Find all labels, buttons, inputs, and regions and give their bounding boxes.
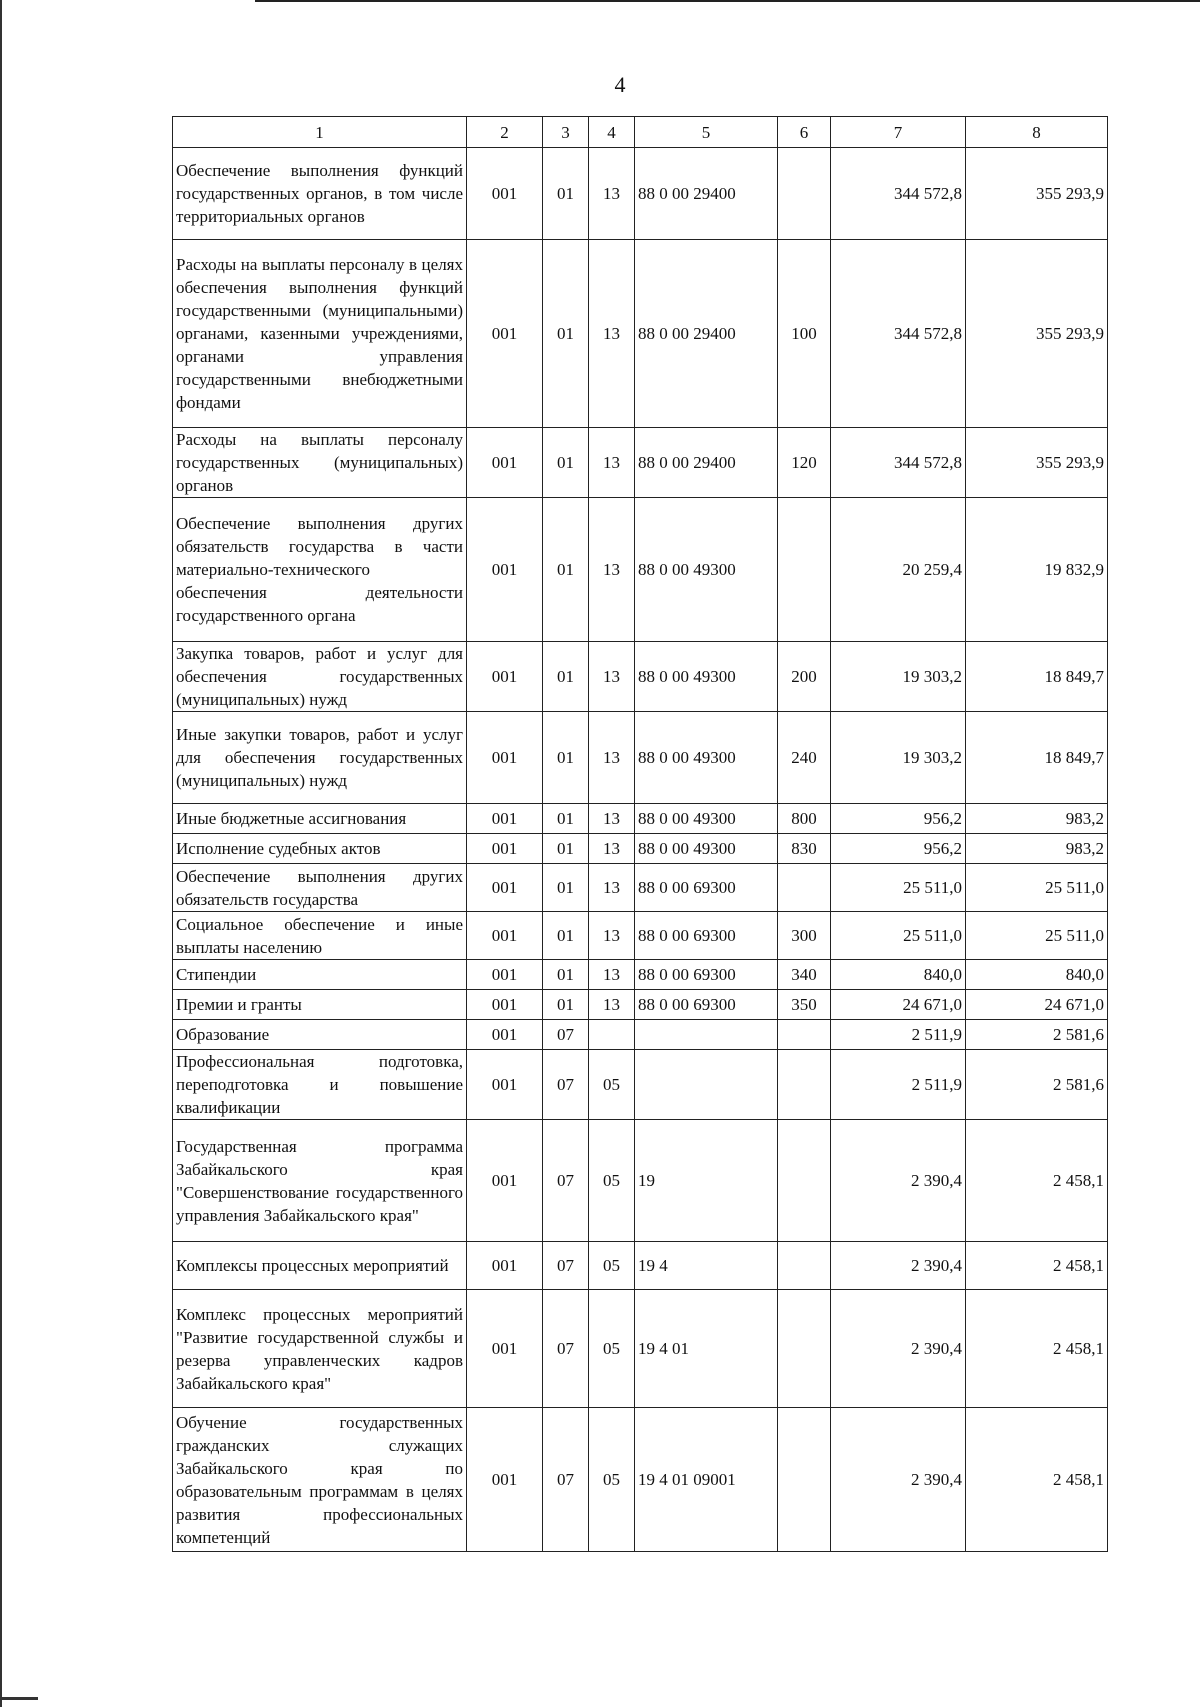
table-row — [173, 990, 1108, 1020]
section-code-cell: 01 — [543, 990, 589, 1020]
row-name-cell: Исполнение судебных актов — [173, 834, 467, 864]
subsection-code-cell: 05 — [589, 1408, 635, 1552]
admin-code-cell: 001 — [467, 834, 543, 864]
target-article-cell: 88 0 00 29400 — [635, 240, 778, 428]
page-number: 4 — [614, 72, 626, 97]
target-article-cell: 88 0 00 69300 — [635, 960, 778, 990]
column-header: 4 — [589, 117, 635, 148]
table-row — [173, 834, 1108, 864]
amount-year2-cell: 355 293,9 — [966, 240, 1108, 428]
amount-year1-cell: 2 390,4 — [831, 1290, 966, 1408]
subsection-code-cell: 13 — [589, 240, 635, 428]
budget-table — [172, 116, 1108, 1552]
section-code-cell: 01 — [543, 498, 589, 642]
column-header: 8 — [966, 117, 1108, 148]
subsection-code-cell — [589, 1020, 635, 1050]
expense-type-cell — [778, 864, 831, 912]
admin-code-cell: 001 — [467, 498, 543, 642]
expense-type-cell: 800 — [778, 804, 831, 834]
amount-year2-cell: 355 293,9 — [966, 148, 1108, 240]
admin-code-cell: 001 — [467, 804, 543, 834]
scan-left-edge — [0, 0, 2, 1707]
amount-year2-cell: 18 849,7 — [966, 642, 1108, 712]
amount-year2-cell: 24 671,0 — [966, 990, 1108, 1020]
expense-type-cell: 240 — [778, 712, 831, 804]
row-name-cell: Государственная программа Забайкальского края "Совершенствование государственного управления Забайкальского края" — [173, 1120, 467, 1242]
section-code-cell: 01 — [543, 240, 589, 428]
amount-year1-cell: 2 390,4 — [831, 1242, 966, 1290]
amount-year1-cell: 840,0 — [831, 960, 966, 990]
table-row — [173, 240, 1108, 428]
subsection-code-cell: 13 — [589, 960, 635, 990]
target-article-cell: 88 0 00 69300 — [635, 864, 778, 912]
amount-year2-cell: 355 293,9 — [966, 428, 1108, 498]
amount-year1-cell: 956,2 — [831, 834, 966, 864]
column-header: 6 — [778, 117, 831, 148]
row-name-cell: Закупка товаров, работ и услуг для обеспечения государственных (муниципальных) нужд — [173, 642, 467, 712]
section-code-cell: 01 — [543, 148, 589, 240]
admin-code-cell: 001 — [467, 960, 543, 990]
top-rule — [255, 0, 1200, 2]
amount-year2-cell: 2 458,1 — [966, 1120, 1108, 1242]
target-article-cell: 88 0 00 29400 — [635, 428, 778, 498]
amount-year2-cell: 840,0 — [966, 960, 1108, 990]
table-row — [173, 428, 1108, 498]
section-code-cell: 07 — [543, 1242, 589, 1290]
amount-year2-cell: 2 581,6 — [966, 1020, 1108, 1050]
target-article-cell: 88 0 00 49300 — [635, 642, 778, 712]
expense-type-cell — [778, 148, 831, 240]
amount-year1-cell: 24 671,0 — [831, 990, 966, 1020]
amount-year2-cell: 25 511,0 — [966, 864, 1108, 912]
row-name-cell: Профессиональная подготовка, переподготовка и повышение квалификации — [173, 1050, 467, 1120]
amount-year2-cell: 2 458,1 — [966, 1408, 1108, 1552]
table-row — [173, 1020, 1108, 1050]
amount-year1-cell: 344 572,8 — [831, 240, 966, 428]
target-article-cell: 88 0 00 29400 — [635, 148, 778, 240]
amount-year1-cell: 25 511,0 — [831, 912, 966, 960]
admin-code-cell: 001 — [467, 1408, 543, 1552]
expense-type-cell — [778, 1020, 831, 1050]
table-row — [173, 498, 1108, 642]
amount-year2-cell: 2 581,6 — [966, 1050, 1108, 1120]
row-name-cell: Обучение государственных гражданских служащих Забайкальского края по образовательным программам в целях развития профессиональных компетенций — [173, 1408, 467, 1552]
target-article-cell: 88 0 00 49300 — [635, 498, 778, 642]
subsection-code-cell: 13 — [589, 498, 635, 642]
target-article-cell — [635, 1020, 778, 1050]
row-name-cell: Расходы на выплаты персоналу государственных (муниципальных) органов — [173, 428, 467, 498]
table-row — [173, 864, 1108, 912]
table-row — [173, 1408, 1108, 1552]
target-article-cell — [635, 1050, 778, 1120]
column-header: 2 — [467, 117, 543, 148]
row-name-cell: Иные закупки товаров, работ и услуг для обеспечения государственных (муниципальных) нужд — [173, 712, 467, 804]
table-row — [173, 960, 1108, 990]
table-row — [173, 712, 1108, 804]
target-article-cell: 88 0 00 69300 — [635, 990, 778, 1020]
column-header: 7 — [831, 117, 966, 148]
expense-type-cell — [778, 1242, 831, 1290]
admin-code-cell: 001 — [467, 642, 543, 712]
section-code-cell: 01 — [543, 834, 589, 864]
table-row — [173, 148, 1108, 240]
expense-type-cell — [778, 1408, 831, 1552]
subsection-code-cell: 05 — [589, 1050, 635, 1120]
column-header: 3 — [543, 117, 589, 148]
amount-year1-cell: 956,2 — [831, 804, 966, 834]
expense-type-cell — [778, 498, 831, 642]
subsection-code-cell: 13 — [589, 148, 635, 240]
subsection-code-cell: 13 — [589, 804, 635, 834]
amount-year1-cell: 25 511,0 — [831, 864, 966, 912]
section-code-cell: 01 — [543, 804, 589, 834]
section-code-cell: 01 — [543, 960, 589, 990]
target-article-cell: 19 4 01 09001 — [635, 1408, 778, 1552]
subsection-code-cell: 13 — [589, 428, 635, 498]
section-code-cell: 07 — [543, 1050, 589, 1120]
amount-year2-cell: 2 458,1 — [966, 1242, 1108, 1290]
row-name-cell: Социальное обеспечение и иные выплаты населению — [173, 912, 467, 960]
admin-code-cell: 001 — [467, 1290, 543, 1408]
amount-year2-cell: 25 511,0 — [966, 912, 1108, 960]
expense-type-cell: 340 — [778, 960, 831, 990]
expense-type-cell — [778, 1050, 831, 1120]
subsection-code-cell: 13 — [589, 912, 635, 960]
expense-type-cell: 300 — [778, 912, 831, 960]
scan-bottom-mark — [0, 1697, 38, 1700]
amount-year1-cell: 2 511,9 — [831, 1050, 966, 1120]
admin-code-cell: 001 — [467, 148, 543, 240]
section-code-cell: 07 — [543, 1020, 589, 1050]
section-code-cell: 07 — [543, 1290, 589, 1408]
table-row — [173, 1290, 1108, 1408]
section-code-cell: 01 — [543, 428, 589, 498]
subsection-code-cell: 13 — [589, 712, 635, 804]
admin-code-cell: 001 — [467, 712, 543, 804]
expense-type-cell: 200 — [778, 642, 831, 712]
amount-year1-cell: 19 303,2 — [831, 642, 966, 712]
subsection-code-cell: 05 — [589, 1242, 635, 1290]
subsection-code-cell: 13 — [589, 642, 635, 712]
admin-code-cell: 001 — [467, 428, 543, 498]
admin-code-cell: 001 — [467, 1050, 543, 1120]
row-name-cell: Обеспечение выполнения других обязательств государства в части материально-технического обеспечения деятельности государственного органа — [173, 498, 467, 642]
subsection-code-cell: 05 — [589, 1120, 635, 1242]
target-article-cell: 88 0 00 69300 — [635, 912, 778, 960]
amount-year1-cell: 20 259,4 — [831, 498, 966, 642]
table-row — [173, 1242, 1108, 1290]
table-row — [173, 642, 1108, 712]
table-header-row — [173, 117, 1108, 148]
table-row — [173, 804, 1108, 834]
section-code-cell: 07 — [543, 1408, 589, 1552]
amount-year1-cell: 2 390,4 — [831, 1120, 966, 1242]
expense-type-cell — [778, 1290, 831, 1408]
column-header: 5 — [635, 117, 778, 148]
row-name-cell: Комплекс процессных мероприятий "Развитие государственной службы и резерва управленческих кадров Забайкальского края" — [173, 1290, 467, 1408]
amount-year2-cell: 19 832,9 — [966, 498, 1108, 642]
amount-year2-cell: 2 458,1 — [966, 1290, 1108, 1408]
target-article-cell: 88 0 00 49300 — [635, 834, 778, 864]
expense-type-cell — [778, 1120, 831, 1242]
admin-code-cell: 001 — [467, 1120, 543, 1242]
table-row — [173, 912, 1108, 960]
target-article-cell: 88 0 00 49300 — [635, 804, 778, 834]
section-code-cell: 07 — [543, 1120, 589, 1242]
amount-year2-cell: 983,2 — [966, 834, 1108, 864]
expense-type-cell: 350 — [778, 990, 831, 1020]
amount-year1-cell: 344 572,8 — [831, 428, 966, 498]
subsection-code-cell: 05 — [589, 1290, 635, 1408]
row-name-cell: Премии и гранты — [173, 990, 467, 1020]
column-header: 1 — [173, 117, 467, 148]
amount-year1-cell: 2 390,4 — [831, 1408, 966, 1552]
target-article-cell: 19 4 — [635, 1242, 778, 1290]
admin-code-cell: 001 — [467, 240, 543, 428]
admin-code-cell: 001 — [467, 990, 543, 1020]
amount-year1-cell: 2 511,9 — [831, 1020, 966, 1050]
row-name-cell: Комплексы процессных мероприятий — [173, 1242, 467, 1290]
admin-code-cell: 001 — [467, 912, 543, 960]
amount-year2-cell: 983,2 — [966, 804, 1108, 834]
table-body — [173, 148, 1108, 1552]
expense-type-cell: 100 — [778, 240, 831, 428]
admin-code-cell: 001 — [467, 1242, 543, 1290]
row-name-cell: Обеспечение выполнения функций государственных органов, в том числе территориальных органов — [173, 148, 467, 240]
section-code-cell: 01 — [543, 912, 589, 960]
section-code-cell: 01 — [543, 642, 589, 712]
subsection-code-cell: 13 — [589, 834, 635, 864]
target-article-cell: 19 — [635, 1120, 778, 1242]
admin-code-cell: 001 — [467, 864, 543, 912]
table-row — [173, 1120, 1108, 1242]
target-article-cell: 88 0 00 49300 — [635, 712, 778, 804]
target-article-cell: 19 4 01 — [635, 1290, 778, 1408]
row-name-cell: Расходы на выплаты персоналу в целях обеспечения выполнения функций государственными (муниципальными) органами, казенными учреждениями, органами управления государственными внебюджетными фондами — [173, 240, 467, 428]
amount-year1-cell: 344 572,8 — [831, 148, 966, 240]
amount-year1-cell: 19 303,2 — [831, 712, 966, 804]
section-code-cell: 01 — [543, 864, 589, 912]
expense-type-cell: 120 — [778, 428, 831, 498]
row-name-cell: Образование — [173, 1020, 467, 1050]
section-code-cell: 01 — [543, 712, 589, 804]
expense-type-cell: 830 — [778, 834, 831, 864]
table-row — [173, 1050, 1108, 1120]
row-name-cell: Иные бюджетные ассигнования — [173, 804, 467, 834]
amount-year2-cell: 18 849,7 — [966, 712, 1108, 804]
subsection-code-cell: 13 — [589, 864, 635, 912]
row-name-cell: Обеспечение выполнения других обязательств государства — [173, 864, 467, 912]
row-name-cell: Стипендии — [173, 960, 467, 990]
admin-code-cell: 001 — [467, 1020, 543, 1050]
subsection-code-cell: 13 — [589, 990, 635, 1020]
